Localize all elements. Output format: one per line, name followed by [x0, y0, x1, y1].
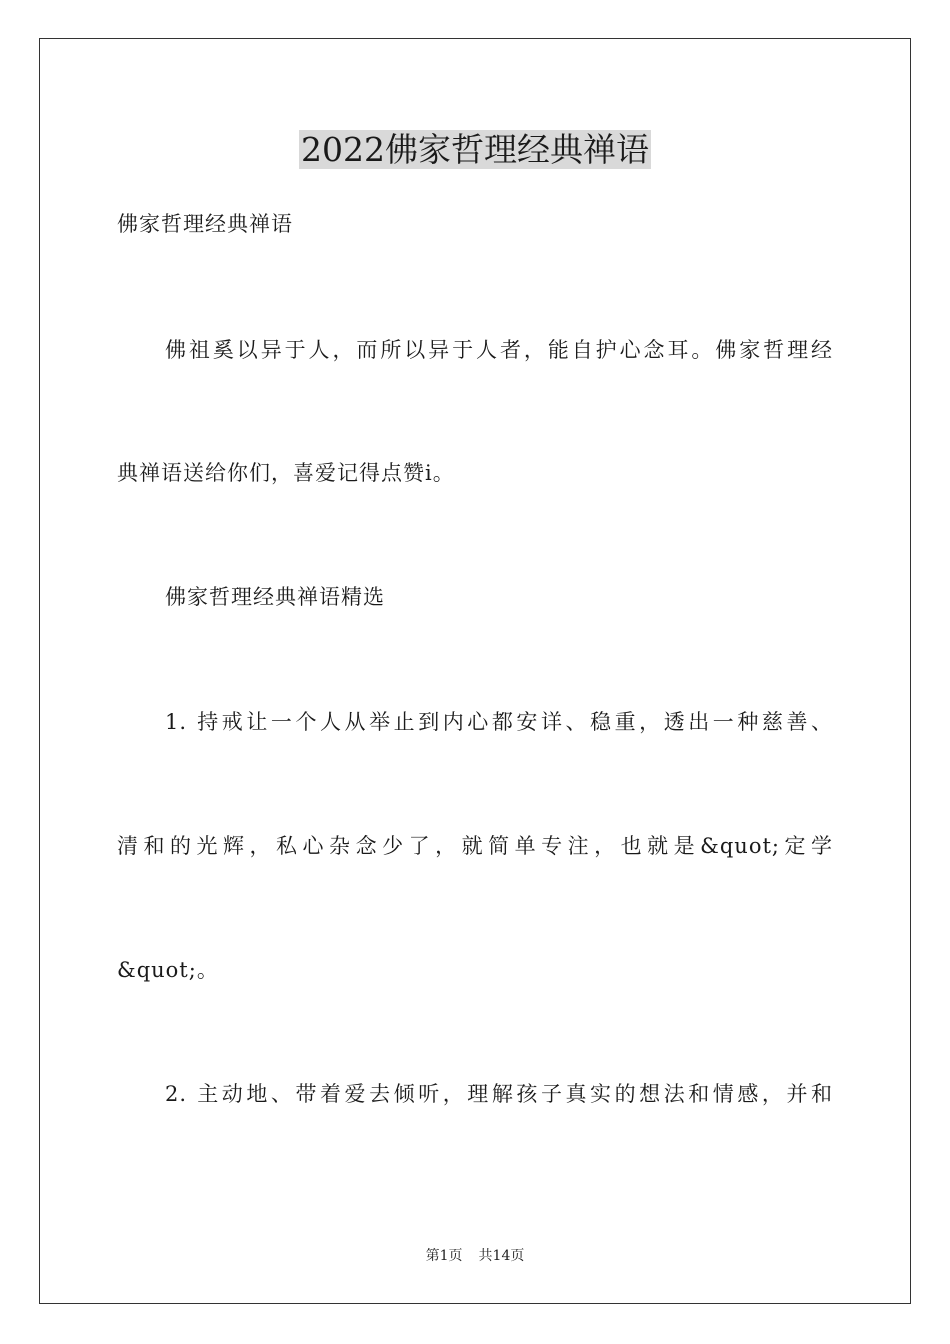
list-item-line: 1. 持戒让一个人从举止到内心都安详、稳重，透出一种慈善、	[165, 710, 833, 734]
document-title	[0, 128, 950, 172]
list-item-line: 2. 主动地、带着爱去倾听，理解孩子真实的想法和情感，并和	[165, 1082, 833, 1106]
list-item-line: &quot;。	[117, 958, 219, 982]
list-item-line: 清和的光辉，私心杂念少了，就简单专注，也就是&quot;定学	[117, 834, 833, 858]
document-subtitle: 佛家哲理经典禅语	[117, 212, 293, 236]
paragraph-line: 典禅语送给你们，喜爱记得点赞i。	[117, 461, 455, 485]
document-title-text: 2022佛家哲理经典禅语	[301, 130, 649, 169]
paragraph-line: 佛祖奚以异于人，而所以异于人者，能自护心念耳。佛家哲理经	[165, 338, 833, 362]
section-heading: 佛家哲理经典禅语精选	[165, 585, 385, 609]
page-footer	[0, 1246, 950, 1266]
total-pages: 共14页	[478, 1248, 525, 1264]
page-number: 第1页	[425, 1248, 463, 1264]
